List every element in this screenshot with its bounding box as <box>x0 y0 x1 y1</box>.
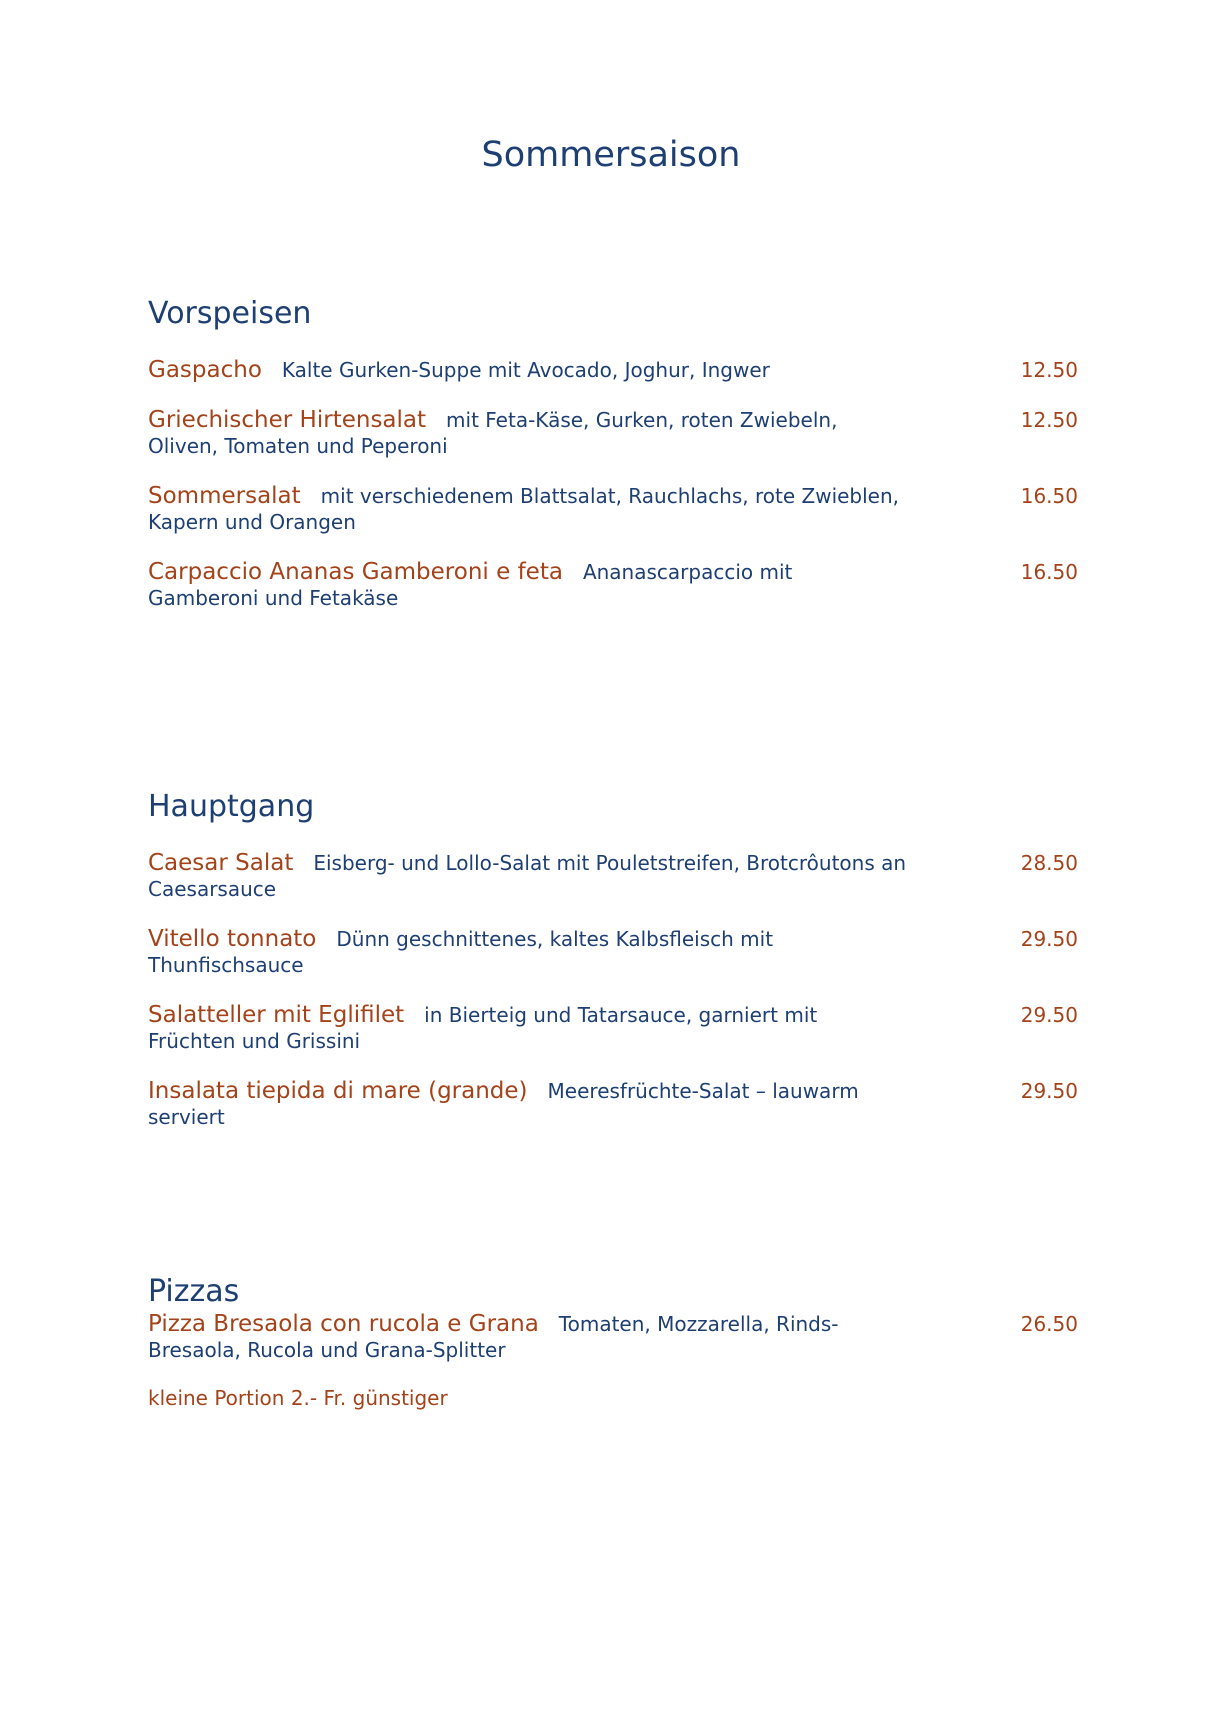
item-price: 29.50 <box>1020 1079 1078 1103</box>
item-price: 29.50 <box>1020 1003 1078 1027</box>
item-description: Meeresfrüchte-Salat – lauwarm serviert <box>148 1079 859 1129</box>
item-name: Griechischer Hirtensalat <box>148 407 427 433</box>
menu-item <box>148 1078 1078 1130</box>
menu-item <box>148 1311 1078 1363</box>
section-pizzas <box>148 1273 1078 1411</box>
section-hauptgang <box>148 788 1078 1130</box>
item-name: Salatteller mit Eglifilet <box>148 1002 405 1028</box>
item-name: Vitello tonnato <box>148 926 317 952</box>
item-name: Caesar Salat <box>148 850 294 876</box>
menu-item <box>148 407 1078 459</box>
item-price: 28.50 <box>1020 851 1078 875</box>
menu-item <box>148 483 1078 535</box>
item-name: Sommersalat <box>148 483 301 509</box>
portion-note: kleine Portion 2.- Fr. günstiger <box>148 1386 448 1410</box>
item-name: Gaspacho <box>148 357 262 383</box>
item-description: mit verschiedenem Blattsalat, Rauchlachs, rote Zwieblen, Kapern und Orangen <box>148 484 900 534</box>
item-price: 12.50 <box>1020 408 1078 432</box>
item-price: 16.50 <box>1020 484 1078 508</box>
item-name: Pizza Bresaola con rucola e Grana <box>148 1311 539 1337</box>
item-description: mit Feta-Käse, Gurken, roten Zwiebeln, Oliven, Tomaten und Peperoni <box>148 408 838 458</box>
item-name: Insalata tiepida di mare (grande) <box>148 1078 528 1104</box>
section-heading: Vorspeisen <box>148 296 312 331</box>
item-price: 16.50 <box>1020 560 1078 584</box>
section-heading: Hauptgang <box>148 789 315 824</box>
item-price: 26.50 <box>1020 1312 1078 1336</box>
menu-item <box>148 1002 1078 1054</box>
item-name: Carpaccio Ananas Gamberoni e feta <box>148 559 563 585</box>
item-description: Eisberg- und Lollo-Salat mit Pouletstreifen, Brotcrôutons an Caesarsauce <box>148 851 907 901</box>
menu-item <box>148 850 1078 902</box>
item-price: 12.50 <box>1020 358 1078 382</box>
menu-item <box>148 357 1078 383</box>
menu-item <box>148 559 1078 611</box>
item-description: Kalte Gurken-Suppe mit Avocado, Joghur, Ingwer <box>281 358 770 382</box>
section-heading: Pizzas <box>148 1274 240 1309</box>
section-vorspeisen <box>148 295 1078 611</box>
item-description: Dünn geschnittenes, kaltes Kalbsfleisch mit Thunfischsauce <box>148 927 774 977</box>
item-description: in Bierteig und Tatarsauce, garniert mit Früchten und Grissini <box>148 1003 818 1053</box>
menu-item <box>148 926 1078 978</box>
item-price: 29.50 <box>1020 927 1078 951</box>
page-title: Sommersaison <box>481 135 741 175</box>
item-description: Ananascarpaccio mit Gamberoni und Fetakäse <box>148 560 793 610</box>
item-description: Tomaten, Mozzarella, Rinds-Bresaola, Rucola und Grana-Splitter <box>148 1312 839 1362</box>
